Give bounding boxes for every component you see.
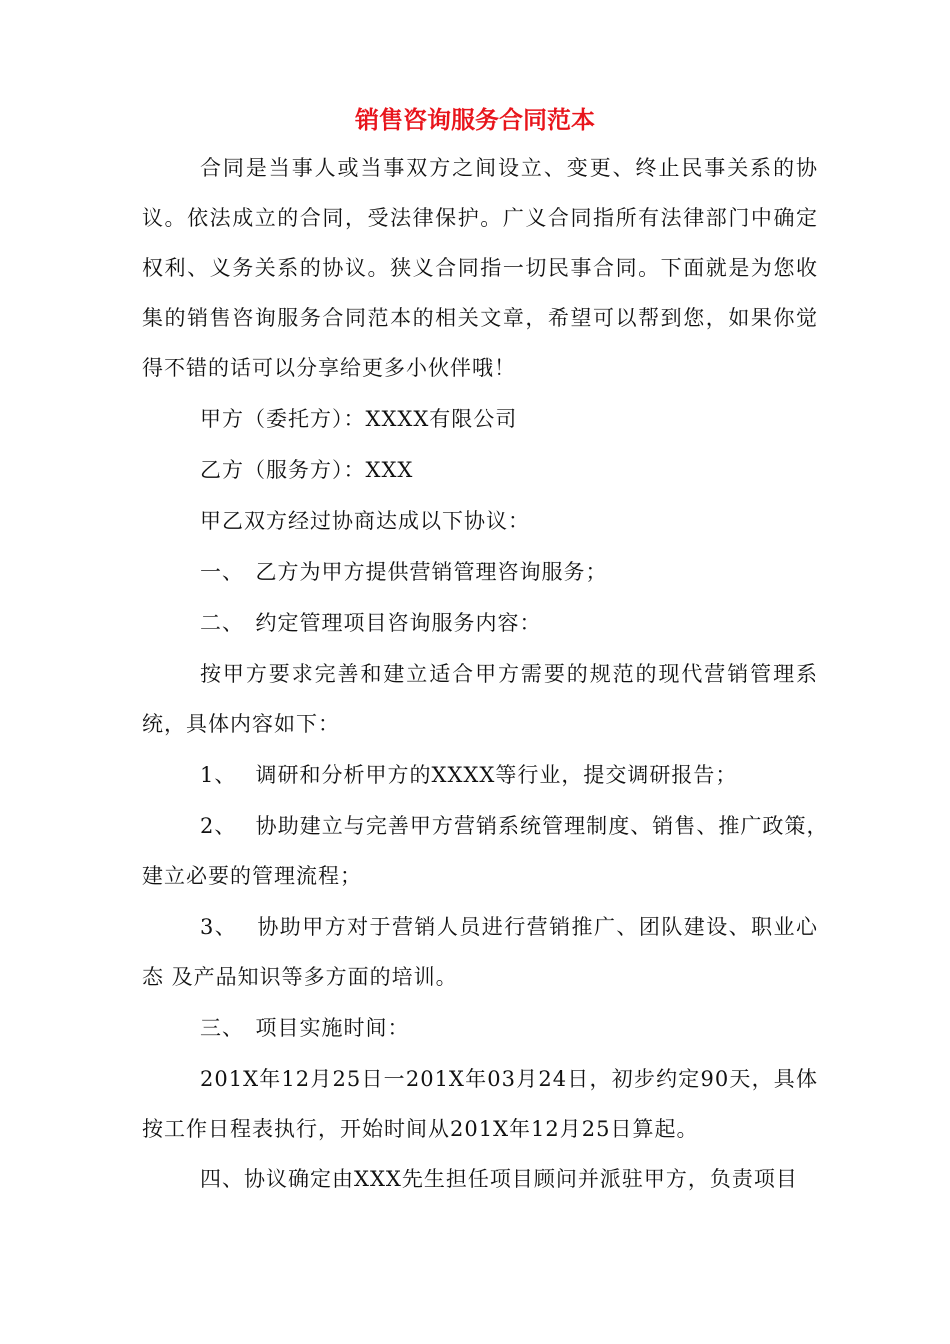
- document-body: [142, 143, 840, 1204]
- intro-paragraph: 合同是当事人或当事双方之间设立、变更、终止民事关系的协议。依法成立的合同，受法律保护。广义合同指所有法律部门中确定权利、义务关系的协议。狭义合同指一切民事合同。下面就是为您收集的销售咨询服务合同范本的相关文章，希望可以帮到您，如果你觉得不错的话可以分享给更多小伙伴哦！: [142, 156, 818, 380]
- clause-1: 一、 乙方为甲方提供营销管理咨询服务；: [200, 560, 608, 584]
- clause-2: 二、 约定管理项目咨询服务内容：: [200, 611, 542, 635]
- agreement-intro: 甲乙双方经过协商达成以下协议：: [200, 509, 530, 533]
- clause-3: 三、 项目实施时间：: [200, 1016, 410, 1040]
- clause-2-item-2: 2、 协助建立与完善甲方营销系统管理制度、销售、推广政策， 建立必要的管理流程；: [142, 814, 840, 888]
- clause-2-description: 按甲方要求完善和建立适合甲方需要的规范的现代营销管理系统，具体内容如下：: [142, 662, 818, 736]
- party-a-line: 甲方（委托方）：XXXX有限公司: [200, 407, 518, 431]
- clause-3-description: 201X年12月25日一201X年03月24日，初步约定90天，具体按工作日程表执行，开始时间从201X年12月25日算起。: [142, 1067, 818, 1141]
- document-title: 销售咨询服务合同范本: [355, 105, 595, 134]
- party-b-line: 乙方（服务方）：XXX: [200, 458, 414, 482]
- clause-4: 四、协议确定由XXX先生担任项目顾问并派驻甲方，负责项目: [200, 1167, 798, 1191]
- clause-2-item-1: 1、 调研和分析甲方的XXXX等行业，提交调研报告；: [200, 763, 738, 787]
- clause-2-item-3: 3、 协助甲方对于营销人员进行营销推广、团队建设、职业心态 及产品知识等多方面的培训。: [142, 915, 818, 989]
